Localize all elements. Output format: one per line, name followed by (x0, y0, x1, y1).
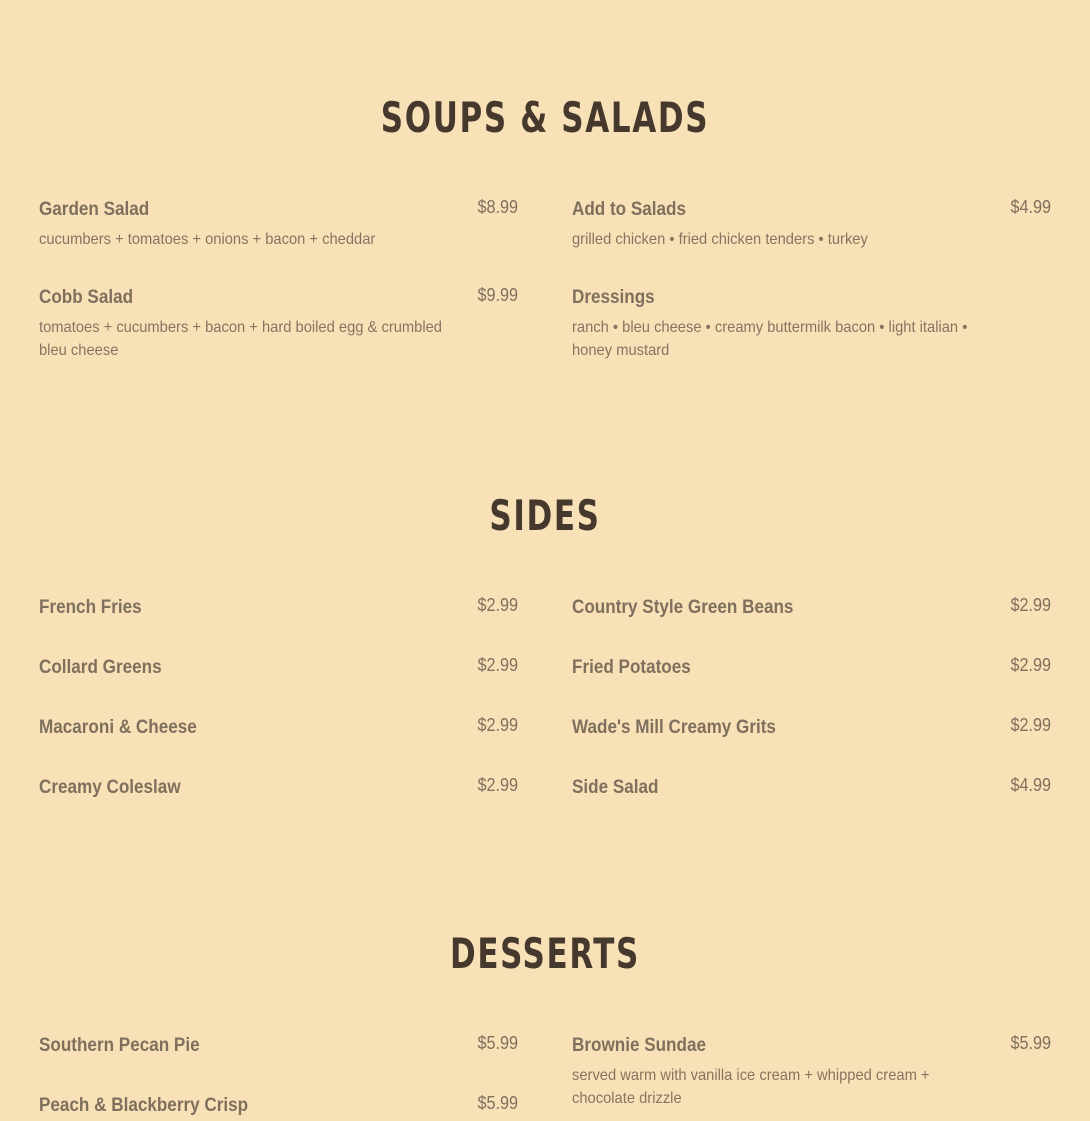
menu-item-name: Garden Salad (39, 199, 150, 220)
menu-item-name: Add to Salads (572, 199, 687, 220)
menu-item-description: grilled chicken • fried chicken tenders • turkey (572, 231, 868, 248)
menu-item-name: Macaroni & Cheese (39, 717, 197, 738)
menu-item-name: Brownie Sundae (572, 1035, 706, 1056)
menu-item-price: $2.99 (1010, 655, 1051, 675)
menu-item-price: $8.99 (477, 197, 518, 217)
menu-item-name: Southern Pecan Pie (39, 1035, 200, 1056)
menu-item-name: Side Salad (572, 777, 659, 798)
menu-item-price: $2.99 (477, 715, 518, 735)
menu-item-name: Fried Potatoes (572, 657, 691, 678)
menu-item-name: Collard Greens (39, 657, 162, 678)
menu-item-price: $5.99 (477, 1033, 518, 1053)
menu-item-description: tomatoes + cucumbers + bacon + hard boiled egg & crumbled bleu cheese (39, 319, 443, 359)
section-title: SOUPS & SALADS (380, 93, 710, 142)
menu-item-price: $2.99 (477, 655, 518, 675)
menu-item-name: Wade's Mill Creamy Grits (572, 717, 776, 738)
menu-item-price: $9.99 (477, 285, 518, 305)
menu-item-name: Cobb Salad (39, 287, 134, 308)
menu-item-price: $2.99 (1010, 715, 1051, 735)
menu-item-price: $5.99 (1010, 1033, 1051, 1053)
menu-item-description: served warm with vanilla ice cream + whipped cream + chocolate drizzle (572, 1067, 930, 1107)
menu-item-price: $4.99 (1010, 775, 1051, 795)
menu-item-price: $2.99 (477, 775, 518, 795)
menu-item-name: Dressings (572, 287, 655, 308)
menu-item-price: $2.99 (1010, 595, 1051, 615)
section-title: SIDES (489, 491, 601, 540)
menu-item-price: $4.99 (1010, 197, 1051, 217)
menu-item-price: $2.99 (477, 595, 518, 615)
section-title: DESSERTS (449, 929, 641, 978)
menu-item-price: $5.99 (477, 1093, 518, 1113)
menu-item-description: ranch • bleu cheese • creamy buttermilk bacon • light italian • honey mustard (572, 319, 968, 359)
menu-item-name: Peach & Blackberry Crisp (39, 1095, 249, 1116)
menu-item-name: Country Style Green Beans (572, 597, 794, 618)
menu-item-name: Creamy Coleslaw (39, 777, 181, 798)
menu-item-name: French Fries (39, 597, 142, 618)
menu-item-description: cucumbers + tomatoes + onions + bacon + cheddar (39, 231, 376, 248)
